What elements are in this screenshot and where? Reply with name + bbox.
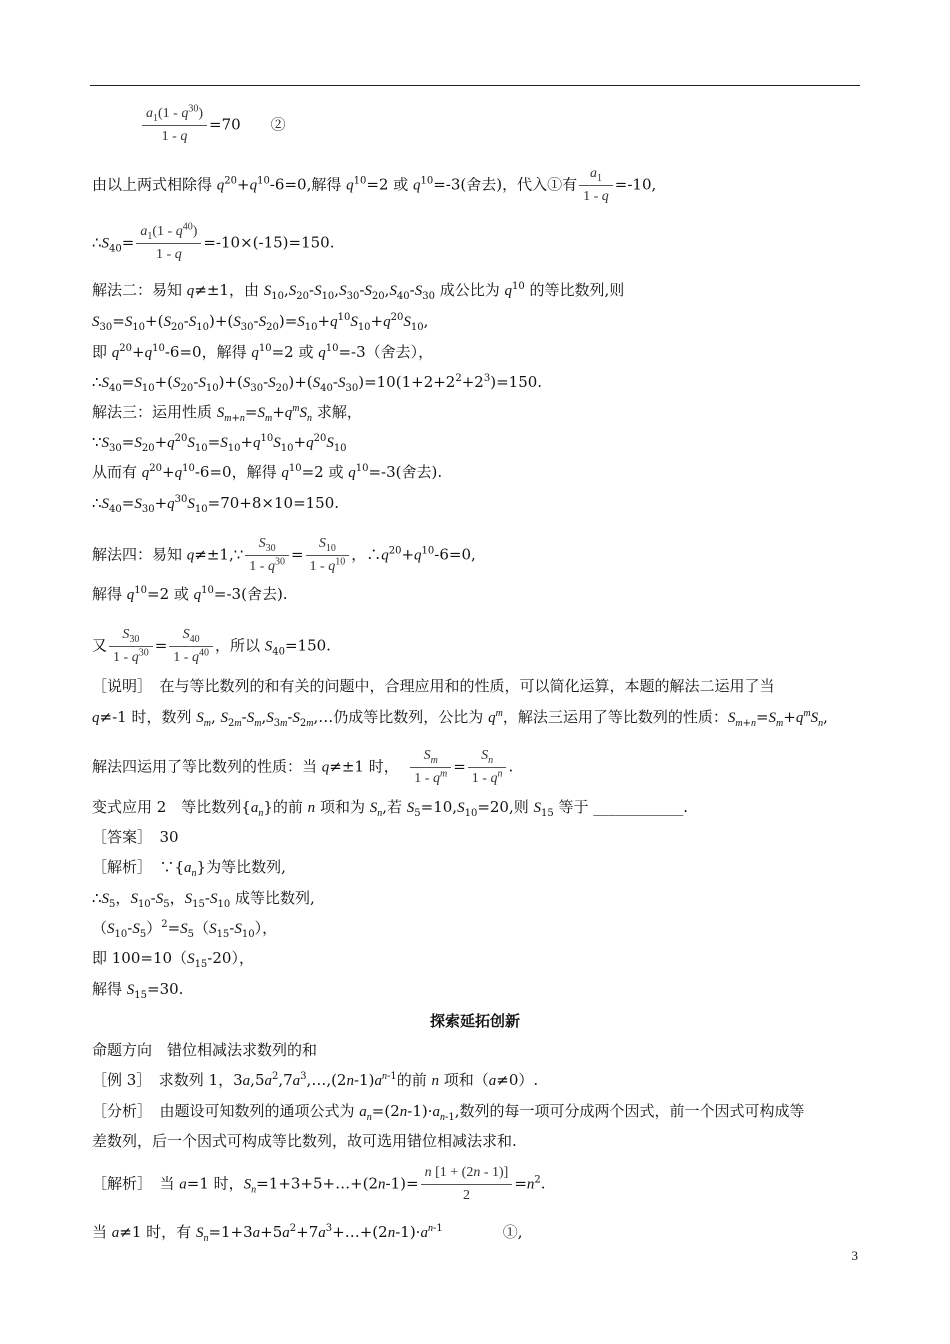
text-line: 从而有 $q^{20}+q^{10}-6=0$，解得 $q^{10}=2$ 或 $q^{10}=-3$(舍去). xyxy=(92,463,443,481)
fraction: $\frac{S_{30}}{1 - q^{30}}$ xyxy=(245,534,289,577)
text-line: 由以上两式相除得 $q^{20}+q^{10}-6=0$,解得 $q^{10}=2$ 或 $q^{10}=-3$(舍去)，代入①有 $\frac{a_1}{1 - q}$ =-10, xyxy=(92,164,656,207)
text-line: $\because S_{30}=S_{20}+q^{20}S_{10}=S_{10}+q^{10}S_{10}+q^{20}S_{10}$ xyxy=(92,433,347,454)
fraction: $\frac{S_{10}}{1 - q^{10}}$ xyxy=(306,534,350,577)
text-line: 解法三：运用性质 $S_{m+n}=S_m+q^mS_n$ 求解， xyxy=(92,403,362,424)
text-line: 变式应用 2 等比数列$\{a_n\}$的前 n 项和为 $S_n$,若 $S_5=10,S_{10}=20$,则 $S_{15}$ 等于 ____________. xyxy=(92,798,689,819)
text-line: $\therefore S_5$，$S_{10}-S_5$，$S_{15}-S_{10}$ 成等比数列, xyxy=(92,889,315,910)
fraction: $\frac{n [1 + (2n - 1)]}{2}$ xyxy=(421,1163,513,1206)
text-line: 解得 $S_{15}=30$. xyxy=(92,980,184,1001)
fraction: $\frac{S_n}{1 - q^n}$ xyxy=(468,746,507,789)
text-line: 解法四运用了等比数列的性质：当 q≠±1 时， $\frac{S_m}{1 - q^m}$ = $\frac{S_n}{1 - q^n}$ . xyxy=(92,746,513,789)
text-line: ［说明］ 在与等比数列的和有关的问题中，合理应用和的性质，可以简化运算，本题的解法二运用了当 xyxy=(92,677,775,695)
fraction: $\frac{S_{40}}{1 - q^{40}}$ xyxy=(169,625,213,668)
text-line: $S_{30}=S_{10}+(S_{20}-S_{10})+(S_{30}-S_{20})=S_{10}+q^{10}S_{10}+q^{20}S_{10}$, xyxy=(92,312,429,333)
fraction: $\frac{a_1(1 - q^{30})}{1 - q}$ xyxy=(142,104,207,147)
equation-2: $\frac{a_1(1 - q^{30})}{1 - q}$ =70 ② xyxy=(140,104,286,147)
text-line: 解法四：易知 q≠±1,∵ $\frac{S_{30}}{1 - q^{30}}$ = $\frac{S_{10}}{1 - q^{10}}$ ，$\therefore q^{20}+q^{10}-6=0$, xyxy=(92,534,476,577)
text-line: ［分析］ 由题设可知数列的通项公式为 $a_n=(2n-1)\cdot a_{n-1}$,数列的每一项可分成两个因式，前一个因式可构成等 xyxy=(92,1102,805,1123)
text-line: $\therefore S_{40}=$ $\frac{a_1(1 - q^{40})}{1 - q}$ =-10×(-15)=150. xyxy=(92,222,334,265)
fraction: $\frac{S_m}{1 - q^m}$ xyxy=(410,746,451,789)
text-line: 解法二：易知 q≠±1，由 $S_{10},S_{20}-S_{10},S_{30}-S_{20},S_{40}-S_{30}$ 成公比为 $q^{10}$ 的等比数列,则 xyxy=(92,281,625,302)
fraction: $\frac{a_1}{1 - q}$ xyxy=(579,164,613,207)
text-line: $(S_{10}-S_5)^2=S_5(S_{15}-S_{10})$， xyxy=(92,919,278,940)
text-line: ［答案］ 30 xyxy=(92,828,179,846)
text-line: $\therefore S_{40}=S_{30}+q^{30}S_{10}=70+8\times 10=150$. xyxy=(92,494,340,515)
text-line: 命题方向 错位相减法求数列的和 xyxy=(92,1041,318,1059)
text-line: $\therefore S_{40}=S_{10}+(S_{20}-S_{10})+(S_{30}-S_{20})+(S_{40}-S_{30})=10(1+2+2^2+2^3)=150$. xyxy=(92,373,543,394)
text-line: 解得 $q^{10}=2$ 或 $q^{10}=-3$(舍去). xyxy=(92,585,288,603)
text-line: ［例 3］ 求数列 1，$3a,5a^2,7a^3,\dots,(2n-1)a^{n-1}$的前 n 项和（a≠0）. xyxy=(92,1071,539,1089)
section-heading: 探索延拓创新 xyxy=(429,1012,520,1030)
text-line: 即 $q^{20}+q^{10}-6=0$，解得 $q^{10}=2$ 或 $q^{10}=-3$（舍去）， xyxy=(92,343,434,361)
text-line: 差数列，后一个因式可构成等比数列，故可选用错位相减法求和. xyxy=(92,1132,517,1150)
fraction: $\frac{S_{30}}{1 - q^{30}}$ xyxy=(109,625,153,668)
text-line: 又 $\frac{S_{30}}{1 - q^{30}}$ = $\frac{S_{40}}{1 - q^{40}}$ ，所以 $S_{40}=150$. xyxy=(92,625,331,668)
header-rule xyxy=(90,85,860,86)
text-line: 即 $100=10(S_{15}-20)$， xyxy=(92,949,254,970)
text-line: ［解析］ 当 a=1 时，$S_n=1+3+5+\dots+(2n-1)=$ $\frac{n [1 + (2n - 1)]}{2}$ $=n^2$. xyxy=(92,1163,546,1206)
text-line: ［解析］ $\because\{a_n\}$为等比数列, xyxy=(92,858,286,879)
text-line: 当 a≠1 时，有 $S_n=1+3a+5a^2+7a^3+\dots+(2n-1)\cdot a^{n-1}$ ①, xyxy=(92,1223,523,1244)
fraction: $\frac{a_1(1 - q^{40})}{1 - q}$ xyxy=(136,222,201,265)
page-number: 3 xyxy=(851,1248,858,1263)
text-line: q≠-1 时，数列 $S_m$, $S_{2m}-S_m,S_{3m}-S_{2m},\dots$仍成等比数列，公比为 $q^m$，解法三运用了等比数列的性质：$S_{m+n}=S_m+q^mS_n$, xyxy=(92,708,828,729)
